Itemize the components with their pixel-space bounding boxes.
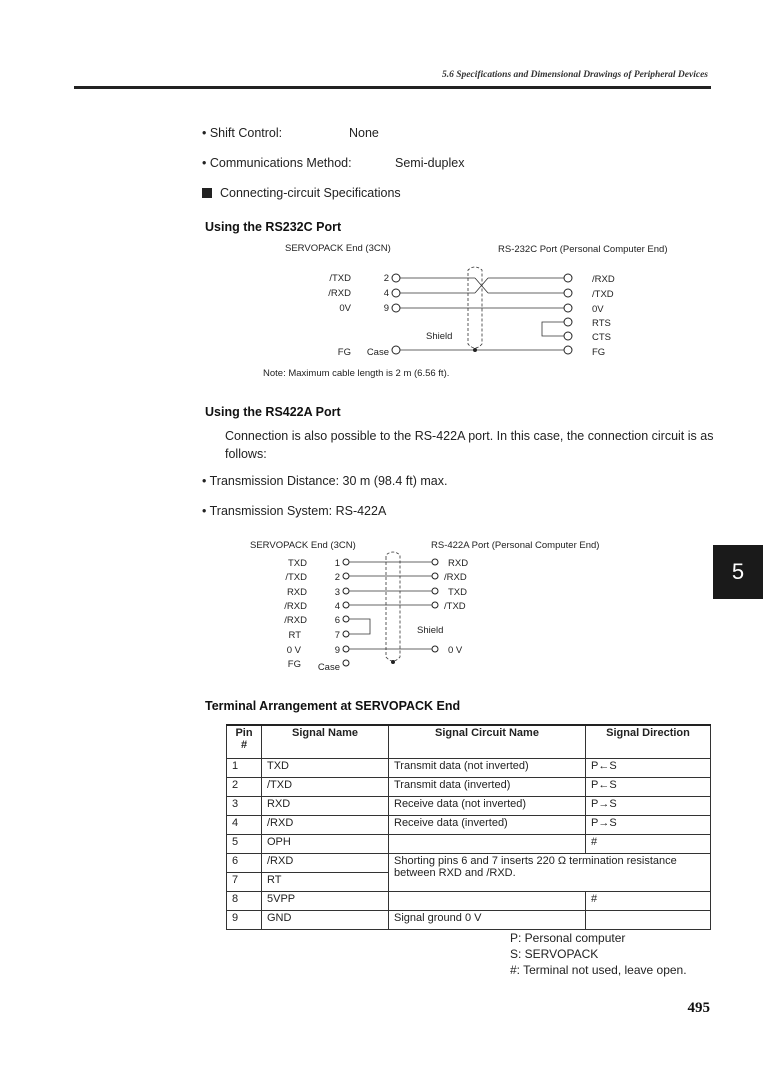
circuit-cell: Transmit data (not inverted) [389,759,586,778]
direction-cell: # [586,835,711,854]
circuit-cell: Receive data (not inverted) [389,797,586,816]
rs422-right-signal: /RXD [444,572,467,583]
running-header: 5.6 Specifications and Dimensional Drawings of Peripheral Devices [442,70,708,80]
rs422-pin: 6 [334,615,340,626]
rs422-pin: 9 [334,645,340,656]
table-row [227,816,711,835]
table-row [227,797,711,816]
table-row [227,911,711,930]
rs232-shield-ground-dot [473,348,477,352]
pin-cell: 2 [227,778,262,797]
rs422-right-signal: TXD [448,587,467,598]
transmission-distance: • Transmission Distance: 30 m (98.4 ft) max. [202,474,448,488]
col-header-direction: Signal Direction [586,725,711,759]
signal-name-cell: 5VPP [262,892,389,911]
rs422-heading: Using the RS422A Port [205,405,341,419]
header-rule [74,86,711,89]
shift-control-value: None [349,126,379,140]
table-row [227,778,711,797]
direction-cell: # [586,892,711,911]
table-row [227,854,711,873]
comm-method-value: Semi-duplex [395,156,465,170]
rs422-intro: Connection is also possible to the RS-422A port. In this case, the connection circuit is as follows: [225,429,714,461]
signal-name-cell: OPH [262,835,389,854]
circuit-cell: Transmit data (inverted) [389,778,586,797]
rs422-left-signal: FG [287,659,301,670]
rs232-left-caption: SERVOPACK End (3CN) [285,243,391,254]
shift-control-label: • Shift Control: [202,126,283,140]
direction-cell [586,911,711,930]
chapter-tab: 5 [713,545,763,599]
table-row [227,892,711,911]
direction-cell: P←S [586,778,711,797]
rs232-left-signal: /TXD [329,273,351,284]
rs422-right-caption: RS-422A Port (Personal Computer End) [431,540,600,551]
circuit-cell [389,835,586,854]
rs422-pin: 3 [334,587,340,598]
rs422-left-caption: SERVOPACK End (3CN) [250,540,356,551]
rs422-left-signal: /TXD [285,572,307,583]
rs422-pin: 7 [334,630,340,641]
rs422-shield-label: Shield [417,625,444,636]
rs232-note: Note: Maximum cable length is 2 m (6.56 ft). [263,368,450,379]
rs422-right-signal: 0 V [448,645,463,656]
rs422-left-signal: 0 V [286,645,301,656]
section-title [202,186,401,200]
rs422-pin: 4 [334,601,340,612]
signal-name-cell: /RXD [262,816,389,835]
rs232-right-signal: /RXD [592,274,615,285]
pin-cell: 8 [227,892,262,911]
rs232-pin: Case [366,347,389,358]
rs232-right-caption: RS-232C Port (Personal Computer End) [498,244,668,255]
rs232-right-signal: CTS [592,332,611,343]
circuit-cell: Receive data (inverted) [389,816,586,835]
legend-item: P: Personal computer [510,931,626,945]
circuit-cell: Signal ground 0 V [389,911,586,930]
direction-cell: P→S [586,797,711,816]
rs232-left-signal: /RXD [328,288,351,299]
rs422-pin: 2 [334,572,340,583]
comm-method-label: • Communications Method: [202,156,352,170]
rs232-pin: 4 [383,288,389,299]
direction-cell: P→S [586,816,711,835]
rs422-shield [386,552,400,661]
rs422-right-signal: /TXD [444,601,466,612]
table-row [227,759,711,778]
rs422-left-signal: /RXD [284,615,307,626]
signal-name-cell: RT [262,873,389,892]
rs422-left-signal: RXD [286,587,307,598]
rs422-terminal-circles [343,559,438,666]
rs422-right-signal: RXD [448,558,469,569]
rs422-left-signal: RT [288,630,301,641]
rs232-right-signal: RTS [592,318,611,329]
signal-name-cell: TXD [262,759,389,778]
col-header-pin: Pin # [227,725,262,759]
rs232-wiring-diagram [250,238,710,383]
pin-cell: 6 [227,854,262,873]
rs232-left-signal: 0V [339,303,351,314]
pin-cell: 7 [227,873,262,892]
signal-name-cell: /TXD [262,778,389,797]
rs232-pin: 2 [383,273,389,284]
pin-cell: 5 [227,835,262,854]
rs232-right-signal: 0V [592,304,604,315]
rs422-pin: Case [317,662,340,673]
square-bullet-icon [202,188,212,198]
rs422-wiring-diagram [245,535,645,680]
direction-cell: P←S [586,759,711,778]
rs422-left-signal: /RXD [284,601,307,612]
rs232-right-signal: FG [592,347,606,358]
table-header-row [227,725,711,759]
rs422-shield-ground-dot [391,660,395,664]
rs422-pin: 1 [334,558,340,569]
rs232-heading: Using the RS232C Port [205,220,342,234]
legend-item: S: SERVOPACK [510,947,599,961]
page-number: 495 [687,1000,710,1016]
circuit-cell: Shorting pins 6 and 7 inserts 220 Ω termination resistance between RXD and /RXD. [389,854,711,892]
col-header-signal-name: Signal Name [262,725,389,759]
section-title-text: Connecting-circuit Specifications [220,186,401,200]
signal-name-cell: /RXD [262,854,389,873]
rs422-left-signal: TXD [288,558,307,569]
pin-cell: 4 [227,816,262,835]
rs232-right-signal: /TXD [592,289,614,300]
table-row [227,835,711,854]
rs232-shield-label: Shield [426,331,453,342]
legend-item: #: Terminal not used, leave open. [510,963,687,977]
pin-cell: 1 [227,759,262,778]
terminal-heading: Terminal Arrangement at SERVOPACK End [205,699,461,713]
signal-name-cell: GND [262,911,389,930]
circuit-cell [389,892,586,911]
pin-cell: 3 [227,797,262,816]
terminal-table [226,724,711,930]
pin-cell: 9 [227,911,262,930]
rs232-left-signal: FG [337,347,351,358]
legend [510,930,687,978]
signal-name-cell: RXD [262,797,389,816]
col-header-circuit-name: Signal Circuit Name [389,725,586,759]
rs232-pin: 9 [383,303,389,314]
transmission-system: • Transmission System: RS-422A [202,504,387,518]
rs232-shield [468,267,482,348]
